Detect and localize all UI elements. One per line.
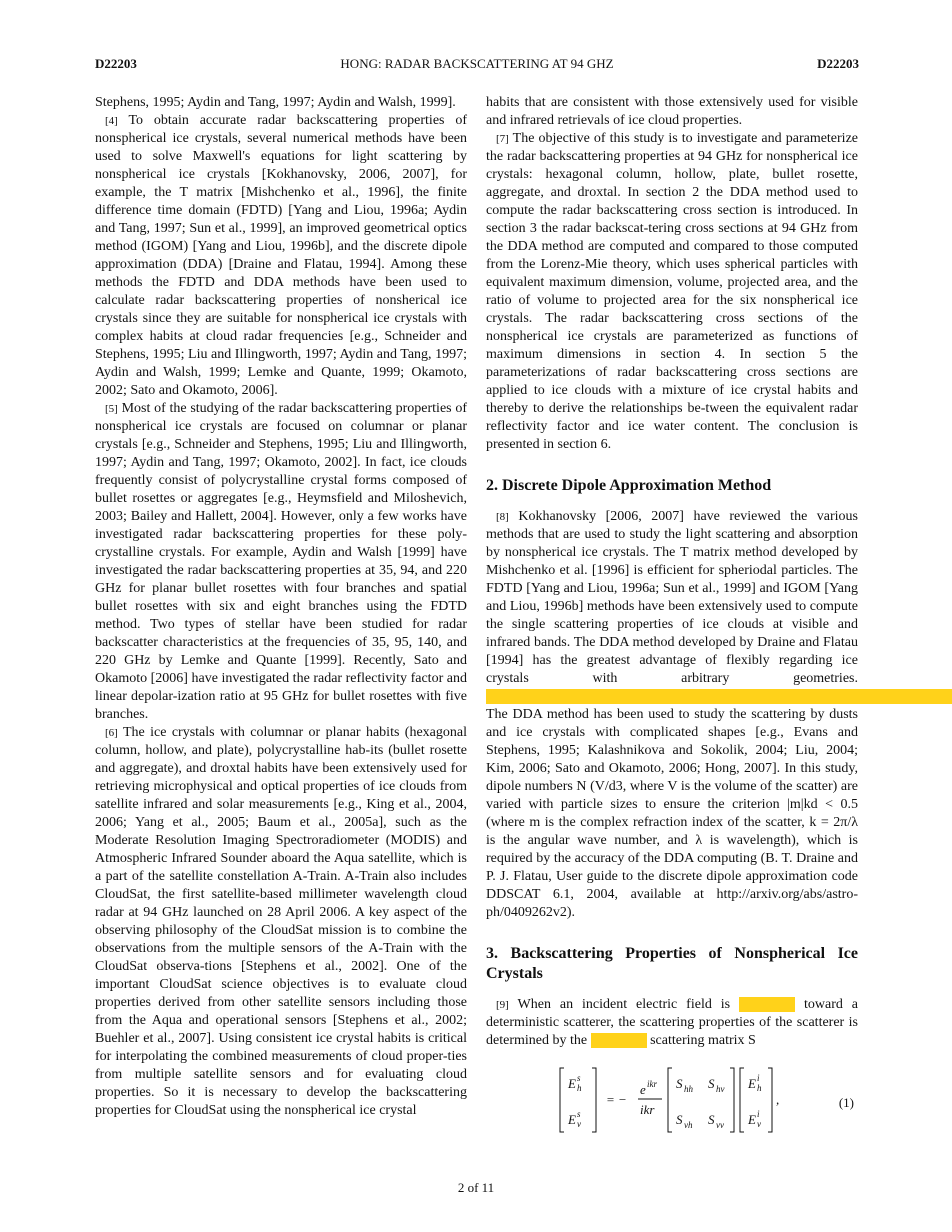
equation-number: (1)	[838, 1095, 854, 1110]
svg-text:= −: = −	[606, 1092, 627, 1107]
paragraph-text: When an incident electric field is	[517, 997, 731, 1012]
paragraph-text: toward a deterministic scatterer, the scattering properties of the scatterer is determined by the	[486, 997, 859, 1048]
svg-text:ikr: ikr	[640, 1102, 655, 1117]
paragraph-text: Most of the studying of the radar backscattering properties of nonspherical ice crystals are focused on columnar or planar crystals [e.g., Schneider and Stephens, 1995; Liu and Illingworth, 1997; Aydin and Tang, 1997; Okamoto, 2002]. In fact, ice clouds frequently consist of polycrystalline crystal forms composed of bullet rosettes or aggregates [e.g., Heymsfield and Miloshevich, 2003; Bailey and Hallett, 2004]. However, only a few works have investigated radar backscattering properties for these poly-crystalline crystals. For example, Aydin and Walsh [1999] have investigated the radar backscattering properties at 35, 94, and 220 GHz for planar bullet rosettes with four branches and spatial bullet rosettes with six and eight branches using the FDTD method. Two types of stellar have been studied for radar backscatter characteristics at the frequencies of 35, 95, 140, and 220 GHz by Lemke and Quante [1999]. Recently, Sato and Okamoto [2006] have investigated the radar reflectivity factor and linear depolar-ization ratio at 95 GHz for bullet rosettes with five branches.	[95, 401, 468, 722]
paragraph-number: [5]	[105, 403, 118, 415]
paragraph-continued: habits that are consistent with those extensively used for visible and infrared retrievals of ice cloud properties.	[486, 95, 858, 128]
svg-text:S: S	[708, 1112, 715, 1127]
highlight-redaction	[591, 1033, 647, 1048]
svg-text:s: s	[577, 1109, 581, 1119]
scattering-matrix-equation	[558, 1064, 858, 1142]
paragraph-7	[486, 130, 858, 454]
svg-text:S: S	[708, 1076, 715, 1091]
right-column	[486, 94, 858, 1142]
svg-text:E: E	[568, 1112, 576, 1127]
paragraph-text: scattering matrix S	[650, 1033, 756, 1048]
svg-text:S: S	[676, 1076, 683, 1091]
svg-text:i: i	[757, 1073, 760, 1083]
highlight-redaction	[486, 689, 952, 704]
paragraph-9	[486, 996, 858, 1050]
header-right-id: D22203	[817, 56, 859, 71]
svg-text:,: ,	[776, 1092, 780, 1107]
header-left-id: D22203	[95, 56, 137, 71]
svg-text:hh: hh	[684, 1084, 693, 1094]
page-footer: 2 of 11	[457, 1180, 495, 1195]
paragraph-8	[486, 508, 858, 922]
svg-text:E: E	[568, 1076, 576, 1091]
paragraph-number: [7]	[496, 133, 509, 145]
svg-text:e: e	[640, 1082, 646, 1097]
svg-text:vh: vh	[684, 1120, 693, 1130]
section-2-heading: 2. Discrete Dipole Approximation Method	[486, 477, 772, 494]
paragraph-5	[95, 400, 467, 724]
paragraph-text: To obtain accurate radar backscattering properties of nonspherical ice crystals, several numerical methods have been used to solve Maxwell's equations for light scattering by nonspherical ice crystals [Kokhanovsky, 2006, 2007], for example, the T matrix [Mishchenko et al., 1996], the finite difference time domain (FDTD) [Yang and Liou, 1996a; Aydin and Tang, 1997; Sun et al., 1999], an improved geometrical optics method (IGOM) [Yang and Liou, 1996b], and the discrete dipole approximation (DDA) [Draine and Flatau, 1994]. Among these methods the FDTD and DDA methods have been used to calculate radar backscattering properties of nonsherical ice crystals since they are suitable for nonspherical ice crystals with complex habits at cloud radar frequencies [e.g., Schneider and Stephens, 1995; Liu and Illingworth, 1997; Aydin and Tang, 1997; Aydin and Walsh, 1999; Lemke and Quante, 1999; Okamoto, 2002; Sato and Okamoto, 2006].	[95, 113, 467, 398]
left-column	[95, 94, 467, 1120]
paragraph-text: The objective of this study is to investigate and parameterize the radar backscattering properties at 94 GHz for nonspherical ice crystals: hexagonal column, hollow, plate, bullet rosette, aggregate, and droxtal. In section 2 the DDA method used to compute the radar backscattering cross section is introduced. In section 3 the radar backscat-tering cross sections at 94 GHz from the DDA method are computed and compared to those computed from the Lorenz-Mie theory, which uses spherical particles with equivalent maximum dimension, volume, projected area, and the ratio of volume to projected area for the six nonspherical ice crystals. The radar backscattering cross sections of the nonspherical ice crystals are parameterized as functions of maximum dimensions in section 4. In section 5 the parameterizations of radar backscattering cross sections are applied to ice clouds with a mixture of ice crystal habits and thereby to derive the relationships be-tween the equivalent radar reflectivity factor and ice water content. The conclusion is presented in section 6.	[486, 131, 859, 452]
svg-text:S: S	[676, 1112, 683, 1127]
svg-text:v: v	[757, 1119, 761, 1129]
paragraph-4	[95, 112, 467, 400]
svg-text:v: v	[577, 1119, 581, 1129]
paragraph-number: [6]	[105, 727, 118, 739]
svg-text:s: s	[577, 1073, 581, 1083]
svg-text:i: i	[757, 1109, 760, 1119]
svg-text:E: E	[748, 1076, 756, 1091]
paragraph-number: [8]	[496, 511, 509, 523]
paragraph-text: Kokhanovsky [2006, 2007] have reviewed the various methods that are used to study the light scattering and absorption by nonspherical ice crystals. The T matrix method developed by Mishchenko et al. [1996] is efficient for spheriodal particles. The FDTD [Yang and Liou, 1996a; Sun et al., 1999] and IGOM [Yang and Liou, 1996b] methods have been extensively used to compute the single scattering properties of ice clouds at visible and infrared bands. The DDA method developed by Draine and Flatau [1994] has the greatest advantage of flexibly regarding ice crystals with arbitrary geometries.	[486, 509, 859, 686]
svg-text:vv: vv	[716, 1120, 724, 1130]
paragraph-continued: Stephens, 1995; Aydin and Tang, 1997; Aydin and Walsh, 1999].	[95, 95, 456, 110]
svg-text:h: h	[577, 1083, 582, 1093]
svg-text:h: h	[757, 1083, 762, 1093]
section-3-heading: 3. Backscattering Properties of Nonspherical Ice Crystals	[486, 945, 858, 982]
svg-text:hv: hv	[716, 1084, 725, 1094]
paragraph-number: [4]	[105, 115, 118, 127]
running-header	[95, 56, 859, 74]
paragraph-6	[95, 724, 467, 1120]
paragraph-text: The ice crystals with columnar or planar habits (hexagonal column, hollow, and plate), polycrystalline hab-its (bullet rosette and aggregate), and droxtal habits have been extensively used for retrieving microphysical and optical properties of ice clouds from satellite infrared and solar measurements [e.g., King et al., 2004, 2006; Yang et al., 2005; Baum et al., 2005a], such as the Moderate Resolution Imaging Spectroradiometer (MODIS) and Atmospheric Infrared Sounder aboard the Aqua satellite, which is a part of the satellite constellation A-Train. A-Train also includes CloudSat, the first satellite-based millimeter wavelength cloud radar at 94 GHz launched on 28 April 2006. A key aspect of the observing philosophy of the CloudSat mission is to combine the observations from the multiple sensors of the A-Train with the CloudSat observa-tions [Stephens et al., 2002]. One of the important CloudSat science objectives is to evaluate cloud properties derived from other satellite sensors including those from the Aqua and operational sensors [Stephens et al., 2002; Buehler et al., 2007]. Using consistent ice crystal habits is critical for interpolating the combined measurements of cloud proper-ties from multiple satellite sensors and for evaluating cloud properties. So it is necessary to develop the backscattering properties for CloudSat using the nonspherical ice crystal	[95, 725, 467, 1118]
svg-text:E: E	[748, 1112, 756, 1127]
highlight-redaction	[739, 997, 795, 1012]
svg-text:ikr: ikr	[647, 1079, 657, 1089]
paragraph-number: [9]	[496, 999, 509, 1011]
equation-1	[486, 1064, 858, 1142]
header-title: HONG: RADAR BACKSCATTERING AT 94 GHZ	[340, 56, 614, 71]
paragraph-text: The DDA method has been used to study the scattering by dusts and ice crystals with complicated shapes [e.g., Evans and Stephens, 1995; Kalashnikova and Sokolik, 2004; Liu, 2004; Kim, 2006; Sato and Okamoto, 2006; Hong, 2007]. In this study, dipole numbers N (V/d3, where V is the volume of the scatter) are varied with particle sizes to ensure the criterion |m|kd < 0.5 (where m is the complex refraction index of the scatter, k = 2π/λ is the angular wave number, and λ is wavelength), which is required by the accuracy of the DDA computing (B. T. Draine and P. J. Flatau, User guide to the discrete dipole approximation code DDSCAT 6.1, 2004, available at http://arxiv.org/abs/astro-ph/0409262v2).	[486, 707, 858, 920]
